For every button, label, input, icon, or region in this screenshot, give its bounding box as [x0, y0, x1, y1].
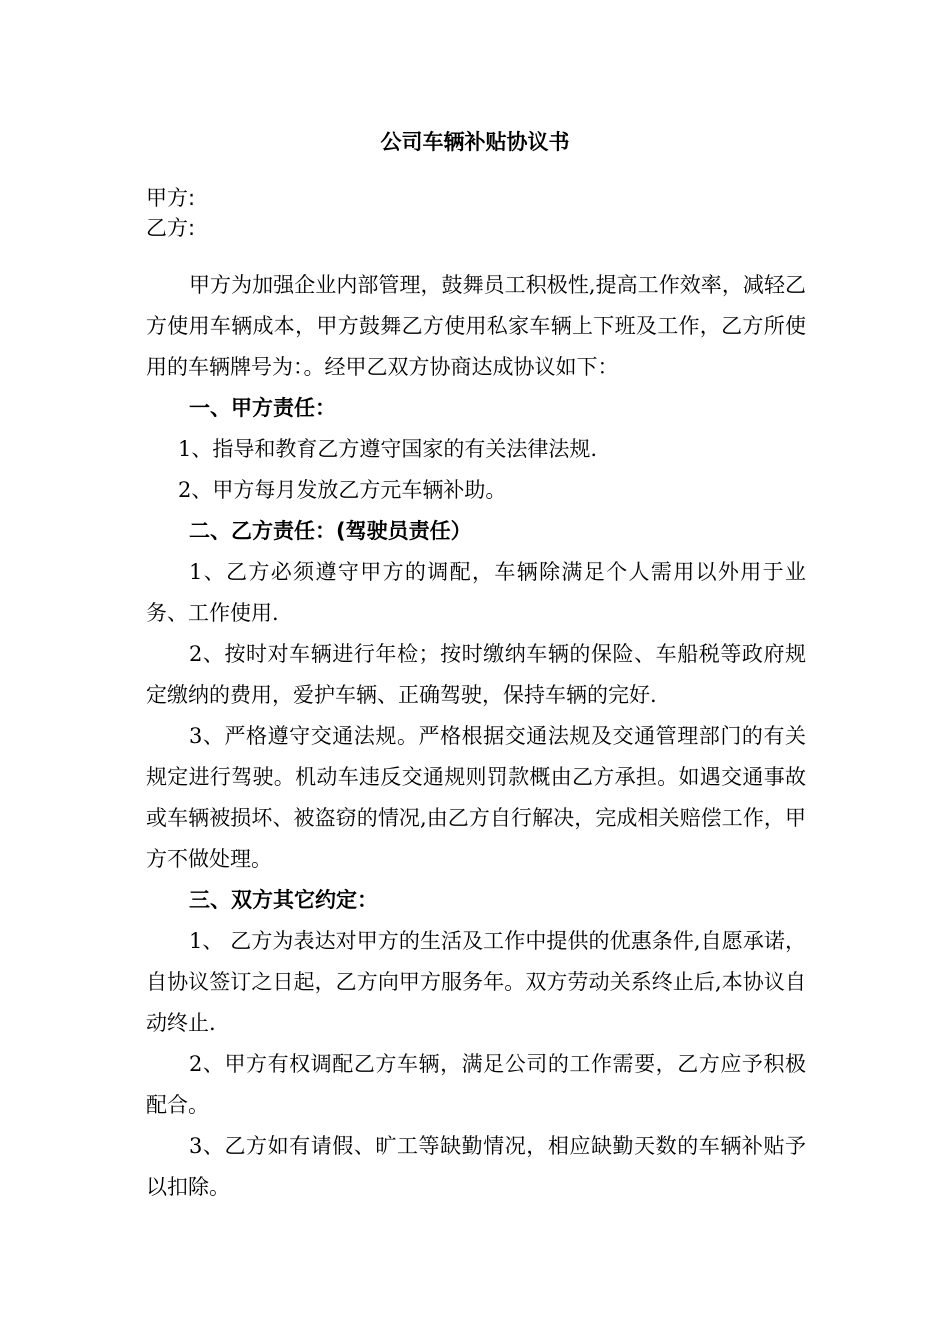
- section-3-item: 1、 乙方为表达对甲方的生活及工作中提供的优惠条件,自愿承诺，自协议签订之日起，乙方向甲方服务年。双方劳动关系终止后,本协议自动终止.: [146, 929, 806, 1035]
- section-2-item: 1、乙方必须遵守甲方的调配，车辆除满足个人需用以外用于业务、工作使用.: [146, 560, 806, 625]
- party-b-label: 乙方:: [146, 216, 196, 240]
- agreement-body: [146, 265, 806, 1208]
- section-3-item: 2、甲方有权调配乙方车辆，满足公司的工作需要，乙方应予积极配合。: [146, 1052, 806, 1117]
- party-a-label: 甲方:: [146, 186, 196, 210]
- intro-paragraph: 甲方为加强企业内部管理，鼓舞员工积极性,提高工作效率，减轻乙方使用车辆成本，甲方鼓舞乙方使用私家车辆上下班及工作，乙方所使用的车辆牌号为：。经甲乙双方协商达成协议如下：: [146, 273, 806, 379]
- document-title: 公司车辆补贴协议书: [380, 130, 570, 154]
- section-1-heading: 一、甲方责任：: [189, 396, 336, 420]
- section-3-item: 3、乙方如有请假、旷工等缺勤情况，相应缺勤天数的车辆补贴予以扣除。: [146, 1134, 806, 1199]
- section-1-item: 1、指导和教育乙方遵守国家的有关法律法规.: [178, 437, 598, 461]
- section-2-item: 2、按时对车辆进行年检；按时缴纳车辆的保险、车船税等政府规定缴纳的费用，爱护车辆、正确驾驶，保持车辆的完好.: [146, 642, 806, 707]
- section-2-item: 3、严格遵守交通法规。严格根据交通法规及交通管理部门的有关规定进行驾驶。机动车违反交通规则罚款概由乙方承担。如遇交通事故或车辆被损坏、被盗窃的情况,由乙方自行解决，完成相关赔偿工作，甲方不做处理。: [146, 724, 806, 871]
- section-2-heading: 二、乙方责任：(驾驶员责任）: [189, 519, 472, 543]
- section-3-heading: 三、双方其它约定：: [189, 888, 378, 912]
- section-1-item: 2、甲方每月发放乙方元车辆补助。: [178, 478, 507, 502]
